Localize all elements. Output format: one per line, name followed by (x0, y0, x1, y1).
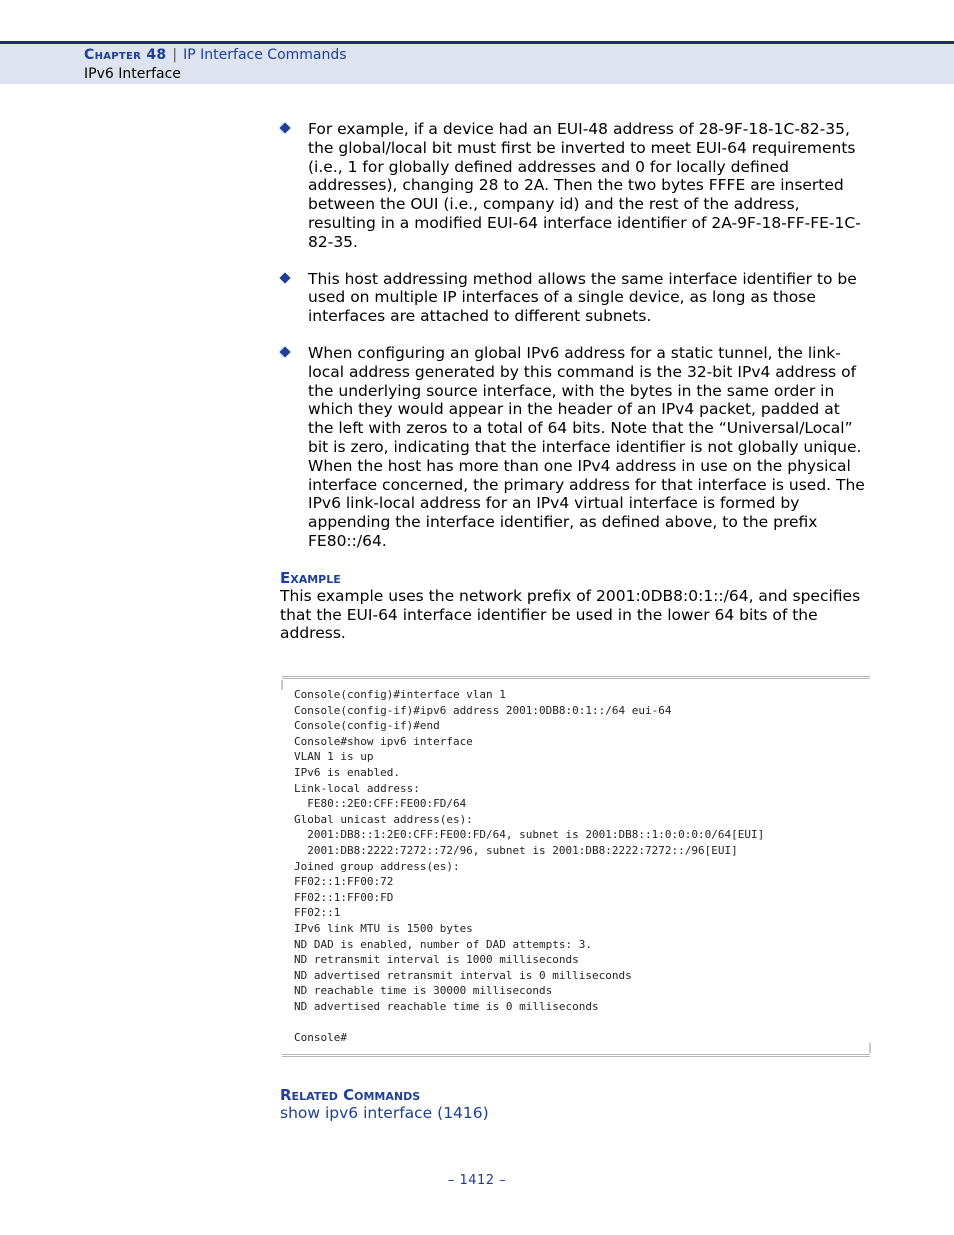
related-commands-heading: Related Commands (280, 1086, 421, 1104)
bullet-item (280, 120, 870, 252)
bullet-text: For example, if a device had an EUI-48 address of 28-9F-18-1C-82-35, the global/local bit must first be inverted to meet EUI-64 requirements (i.e., 1 for globally defined addresses and 0 for locally defined addresses), changing 28 to 2A. Then the two bytes FFFE are inserted between the OUI (i.e., company id) and the rest of the address, resulting in a modified EUI-64 interface identifier of 2A-9F-18-FF-FE-1C-82-35. (308, 120, 861, 251)
header-chapter-line (84, 47, 347, 63)
bullet-item (280, 270, 870, 326)
diamond-bullet-icon (280, 123, 290, 133)
header-section: IPv6 Interface (84, 66, 181, 82)
chapter-title: IP Interface Commands (183, 47, 347, 63)
code-example-box (282, 676, 870, 1057)
main-content (280, 120, 870, 643)
code-listing: Console(config)#interface vlan 1 Console(config-if)#ipv6 address 2001:0DB8:0:1::/64 eui-64 Console(config-if)#end Console#show ipv6 interface VLAN 1 is up IPv6 is enabled. Link-local address: FE80::2E0:CFF:FE00:FD/64 Global unicast address(es): 2001:DB8::1:2E0:CFF:FE00:FD/64, subnet is 2001:DB8::1:0:0:0:0/64[EUI] 2001:DB8:2222:7272::72/96, subnet is 2001:DB8:2222:7272::/96[EUI] Joined group address(es): FF02::1:FF00:72 FF02::1:FF00:FD FF02::1 IPv6 link MTU is 1500 bytes ND DAD is enabled, number of DAD attempts: 3. ND retransmit interval is 1000 milliseconds ND advertised retransmit interval is 0 milliseconds ND reachable time is 30000 milliseconds ND advertised reachable time is 0 milliseconds Console# (294, 688, 765, 1045)
chapter-label: Chapter 48 (84, 47, 167, 63)
bullet-item (280, 344, 870, 551)
running-header (0, 41, 954, 84)
page-number: – 1412 – (447, 1173, 507, 1188)
example-description: This example uses the network prefix of 2001:0DB8:0:1::/64, and specifies that the EUI-64 interface identifier be used in the lower 64 bits of the address. (280, 586, 861, 643)
header-separator: | (172, 47, 178, 63)
related-commands (280, 1080, 870, 1123)
diamond-bullet-icon (280, 347, 290, 357)
bullet-text: This host addressing method allows the same interface identifier to be used on multiple IP interfaces of a single device, as long as those interfaces are attached to different subnets. (308, 269, 857, 326)
bullet-text: When configuring an global IPv6 address for a static tunnel, the link-local address generated by this command is the 32-bit IPv4 address of the underlying source interface, with the bytes in the same order in which they would appear in the header of an IPv4 packet, padded at the left with zeros to a total of 64 bits. Note that the “Universal/Local” bit is zero, indicating that the interface identifier is not globally unique. When the host has more than one IPv4 address in use on the physical interface concerned, the primary address for that interface is used. The IPv6 link-local address for an IPv4 virtual interface is formed by appending the interface identifier, as defined above, to the prefix FE80::/64. (308, 343, 865, 550)
diamond-bullet-icon (280, 273, 290, 283)
example-heading: Example (280, 568, 341, 587)
related-command-link[interactable]: show ipv6 interface (1416) (280, 1104, 489, 1122)
